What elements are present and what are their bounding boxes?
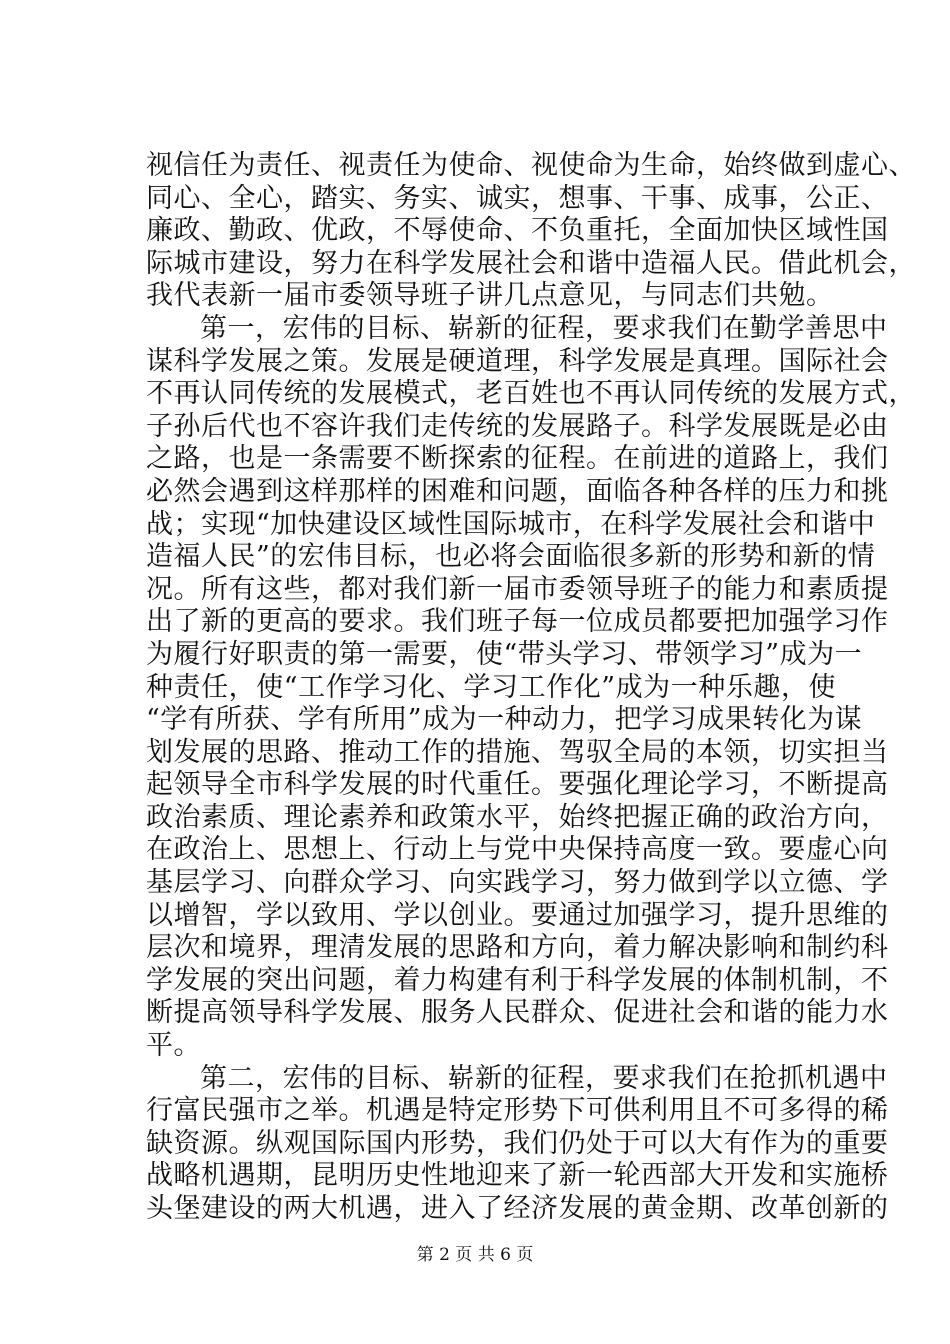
text-line: 种责任，使“工作学习化、学习工作化”成为一种乐趣，使: [146, 671, 836, 703]
text-line: “学有所获、学有所用”成为一种动力，把学习成果转化为谋: [146, 704, 863, 736]
text-line: 我代表新一届市委领导班子讲几点意见，与同志们共勉。: [146, 280, 834, 312]
text-line: 以增智，学以致用、学以创业。要通过加强学习，提升思维的: [146, 899, 889, 931]
text-line: 断提高领导科学发展、服务人民群众、促进社会和谐的能力水: [146, 997, 889, 1029]
text-line: 必然会遇到这样那样的困难和问题，面临各种各样的压力和挑: [146, 475, 889, 507]
text-line: 学发展的突出问题，着力构建有利于科学发展的体制机制，不: [146, 964, 889, 996]
text-line: 视信任为责任、视责任为使命、视使命为生命，始终做到虚心、: [146, 150, 916, 181]
text-line: 在政治上、思想上、行动上与党中央保持高度一致。要虚心向: [146, 834, 889, 866]
text-line: 为履行好职责的第一需要，使“带头学习、带领学习”成为一: [146, 638, 863, 670]
text-line: 平。: [146, 1030, 201, 1062]
text-line: 战；实现“加快建设区域性国际城市，在科学发展社会和谐中: [146, 508, 876, 540]
text-line: 起领导全市科学发展的时代重任。要强化理论学习，不断提高: [146, 769, 889, 801]
text-line: 缺资源。纵观国际国内形势，我们仍处于可以大有作为的重要: [146, 1127, 889, 1159]
paragraph-first-line: 第二，宏伟的目标、崭新的征程，要求我们在抢抓机遇中: [200, 1062, 888, 1094]
text-line: 头堡建设的两大机遇，进入了经济发展的黄金期、改革创新的: [146, 1193, 889, 1224]
text-line: 况。所有这些，都对我们新一届市委领导班子的能力和素质提: [146, 573, 889, 605]
text-line: 之路，也是一条需要不断探索的征程。在前进的道路上，我们: [146, 443, 889, 475]
text-line: 同心、全心，踏实、务实、诚实，想事、干事、成事，公正、: [146, 182, 889, 214]
page-footer: [0, 1244, 950, 1266]
document-body: [146, 150, 916, 1226]
text-line: 政治素质、理论素养和政策水平，始终把握正确的政治方向，: [146, 801, 889, 833]
text-line: 际城市建设，努力在科学发展社会和谐中造福人民。借此机会，: [146, 247, 916, 279]
text-line: 划发展的思路、推动工作的措施、驾驭全局的本领，切实担当: [146, 736, 889, 768]
text-line: 基层学习、向群众学习、向实践学习，努力做到学以立德、学: [146, 867, 889, 899]
text-line: 廉政、勤政、优政，不辱使命、不负重托，全面加快区域性国: [146, 215, 889, 247]
text-line: 层次和境界，理清发展的思路和方向，着力解决影响和制约科: [146, 932, 889, 964]
text-line: 子孙后代也不容许我们走传统的发展路子。科学发展既是必由: [146, 410, 889, 442]
text-line: 谋科学发展之策。发展是硬道理，科学发展是真理。国际社会: [146, 345, 889, 377]
paragraph-first-line: 第一，宏伟的目标、崭新的征程，要求我们在勤学善思中: [200, 312, 888, 344]
text-line: 出了新的更高的要求。我们班子每一位成员都要把加强学习作: [146, 606, 889, 638]
text-line: 行富民强市之举。机遇是特定形势下可供利用且不可多得的稀: [146, 1095, 889, 1127]
text-line: 战略机遇期，昆明历史性地迎来了新一轮西部大开发和实施桥: [146, 1160, 889, 1192]
text-line: 不再认同传统的发展模式，老百姓也不再认同传统的发展方式，: [146, 378, 916, 410]
page-number-label: 第 2 页 共 6 页: [416, 1245, 534, 1265]
text-line: 造福人民”的宏伟目标，也必将会面临很多新的形势和新的情: [146, 541, 876, 573]
